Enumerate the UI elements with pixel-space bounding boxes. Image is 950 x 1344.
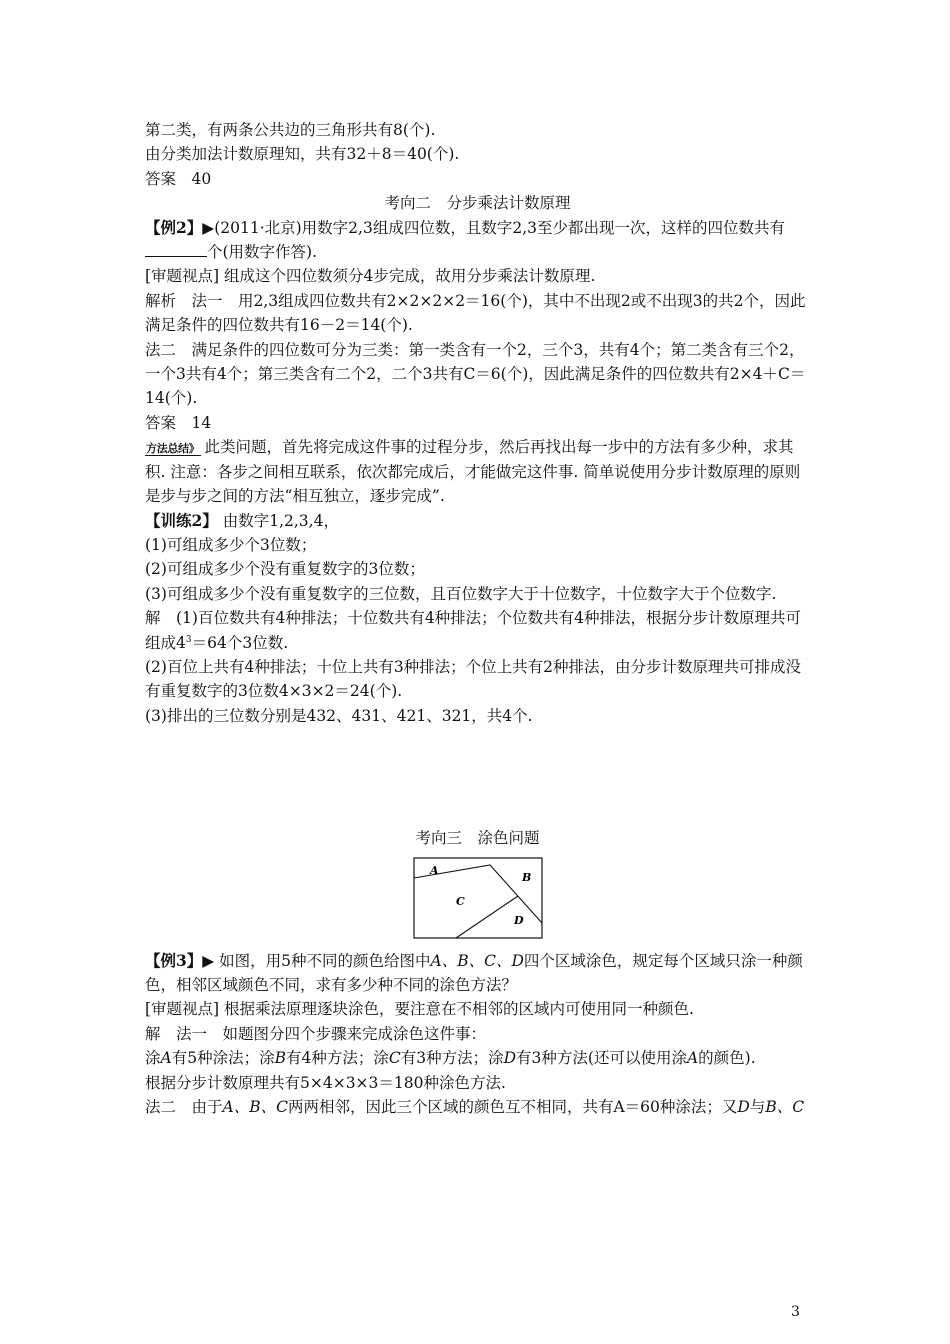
text-span: 四个区域涂色，规定每个区域只涂一种颜色，相邻区域颜色不同，求有多少种不同的涂色方法？	[145, 951, 803, 994]
text-line: (3)排出的三位数分别是432、431、421、321，共4个.	[145, 706, 533, 725]
training-tag: 【训练2】	[145, 510, 218, 530]
answer-line: 答案 40	[145, 169, 212, 188]
text-span: 解 (1)百位数共有4种排法；十位数共有4种排法；个位数共有4种排法，根据分步计数原理共可组成4	[145, 609, 802, 652]
text-line: 法二 满足条件的四位数可分为三类：第一类含有一个2，三个3，共有4个；第二类含有三个2，一个3共有4个；第三类含有二个2，二个3共有C＝6(个)，因此满足条件的四位数共有2×4＋C＝14(个).	[145, 340, 806, 408]
training-2	[145, 509, 810, 533]
text-line: [审题视点] 根据乘法原理逐块涂色，要注意在不相邻的区域内可使用同一种颜色.	[145, 1000, 694, 1019]
text-line: 解析 法一 用2,3组成四位数共有2×2×2×2＝16(个)，其中不出现2或不出现3的共2个，因此满足条件的四位数共有16－2＝14(个).	[145, 291, 806, 335]
text-line: 根据分步计数原理共有5×4×3×3＝180种涂色方法.	[145, 1073, 506, 1092]
text-line: (3)可组成多少个没有重复数字的三位数，且百位数字大于十位数字，十位数字大于个位数字.	[145, 584, 777, 603]
letter: D	[503, 1049, 517, 1068]
text-span: ＝64个3位数.	[191, 633, 289, 652]
region-letters: A、B、C、D	[430, 951, 524, 970]
method-summary	[145, 435, 810, 508]
text-line: 由分类加法计数原理知，共有32＋8＝40(个).	[145, 145, 460, 164]
answer-blank	[145, 242, 207, 257]
text-span: 的颜色).	[698, 1049, 756, 1068]
exponent: 3	[185, 634, 192, 645]
example-tag: 【例3】▶	[145, 950, 215, 970]
region-diagram	[413, 857, 543, 939]
region-label-c: C	[455, 894, 465, 908]
letter: C	[388, 1049, 401, 1068]
text-span: 有3种方法(还可以使用涂	[516, 1049, 687, 1068]
text-span: 有5种涂法；涂	[171, 1049, 275, 1068]
method-summary-text: 此类问题，首先将完成这件事的过程分步，然后再找出每一步中的方法有多少种，求其积. 注意：各步之间相互联系，依次都完成后，才能做完这件事. 简单说使用分步计数原理的原则是步与步之间的方法“相互独立，逐步完成”.	[145, 438, 801, 506]
example-3	[145, 949, 810, 998]
text-span: 有3种方法；涂	[400, 1049, 504, 1068]
example-text: (2011·北京)用数字2,3组成四位数，且数字2,3至少都出现一次，这样的四位数共有	[214, 218, 785, 237]
letter: A	[686, 1049, 699, 1068]
letter: B	[274, 1049, 286, 1068]
text-line: (1)可组成多少个3位数；	[145, 535, 317, 554]
example-text: 个(用数字作答).	[207, 243, 318, 262]
spacer	[145, 728, 810, 826]
text-line	[145, 1046, 810, 1070]
method-summary-badge: 方法总结》	[146, 442, 200, 456]
letter: A、B、C	[222, 1098, 288, 1116]
text-line: (2)百位上共有4种排法；十位上共有3种排法；个位上共有2种排法，由分步计数原理共可排成没有重复数字的3位数4×3×2＝24(个).	[145, 657, 802, 701]
text-span: 与	[749, 1098, 766, 1116]
boundary-line	[456, 896, 518, 938]
answer-line: 答案 14	[145, 413, 212, 432]
text-line: [审题视点] 组成这个四位数须分4步完成，故用分步乘法计数原理.	[145, 267, 596, 286]
section-heading-2: 考向二 分步乘法计数原理	[384, 194, 571, 213]
text-line: 第二类，有两条公共边的三角形共有8(个).	[145, 121, 436, 139]
region-label-b: B	[521, 870, 531, 884]
page-number: 3	[791, 1304, 800, 1320]
page-content	[145, 118, 810, 1119]
section-heading-3: 考向三 涂色问题	[415, 829, 540, 848]
text-line: 解 法一 如题图分四个步骤来完成涂色这件事：	[145, 1024, 487, 1043]
training-text: 由数字1,2,3,4，	[222, 511, 339, 530]
text-span: 两两相邻，因此三个区域的颜色互不相同，共有A＝60种涂法；又	[287, 1098, 738, 1116]
text-line	[145, 1095, 810, 1119]
text-line: (2)可组成多少个没有重复数字的3位数；	[145, 560, 425, 579]
region-figure	[145, 857, 810, 939]
region-label-d: D	[513, 913, 524, 927]
region-label-a: A	[429, 863, 439, 877]
text-span: 有4种方法；涂	[285, 1049, 389, 1068]
text-span: 法二 由于	[145, 1098, 223, 1116]
example-2	[145, 216, 810, 265]
text-span: 如图，用5种不同的颜色给图中	[219, 951, 431, 970]
text-line	[145, 606, 810, 655]
text-span: 涂	[145, 1049, 161, 1068]
example-tag: 【例2】▶	[145, 217, 215, 237]
letter: B、C	[765, 1098, 805, 1116]
letter: A	[160, 1049, 172, 1068]
letter: D	[737, 1098, 750, 1116]
